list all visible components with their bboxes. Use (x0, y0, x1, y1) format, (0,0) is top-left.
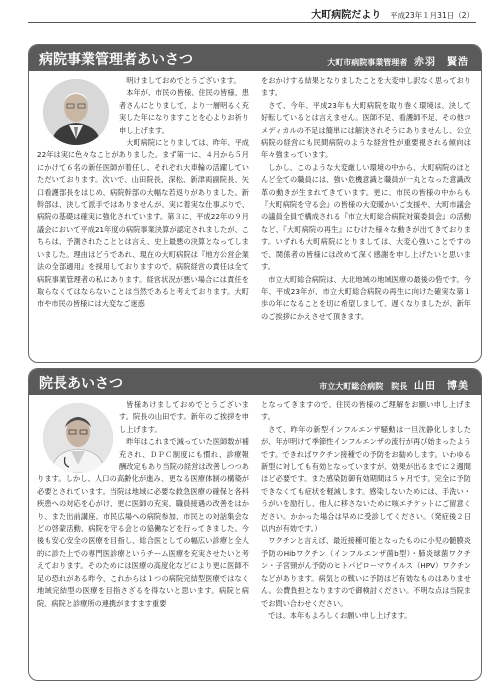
paragraph: 昨年はこれまで減っていた医師数が補充され、ＤＰＣ制度にも慣れ、診療報酬改定もあり当院の経営は改善しつつあります。しかし、人口の高齢化が進み、更なる医療体制の構築が必要とされています。当院は地域に必要な救急医療の確保と各科疾患への対応を心がけ、更に医師の充実、職員接遇の改善をはかり、また出前講座、市民広場への病院参加、市民との対話集会などの啓蒙活動、病院を守る会との協働などを行ってきました。今後も安心安全の医療を目指し、総合医としての幅広い診療と全人的に診た上での専門医診療というチーム医療を充実させたいと考えております。そのためには医療の高度化などにより更に医師不足の恐れがある昨今、これからは１つの病院完結型医療ではなく地域完結型の医療を目指さざるを得ないと思います。病院と病院、病院と診療所の連携がますます重要 (37, 437, 249, 608)
page-header (311, 6, 474, 21)
section-banner (29, 369, 481, 395)
paragraph: 皆様あけましておめでとうございます。院長の山田です。新年のご挨拶を申し上げます。 (119, 400, 249, 434)
author-line (319, 377, 469, 392)
paragraph: ワクチンと言えば、最近接種可能となったものに小児の髄膜炎予防のHibワクチン（インフルエンザ菌b型）・肺炎球菌ワクチン・子宮頸がん予防のヒトパピローマウイルス（HPV）ワクチンなどがあります。病気との戦いに予防はど有効なものはありません。公費負担となりますので御検討ください。不明な点は当院までお問い合わせください。 (261, 536, 471, 608)
greeting-column-left (37, 399, 249, 610)
newsletter-name: 大町病院だより (311, 10, 382, 21)
greeting-column-right (261, 75, 471, 323)
section-title: 院長あいさつ (39, 376, 123, 392)
paragraph: さて、今年、平成23年も大町病院を取り巻く環境は、決して好転しているとは言えません。医師不足、看護師不足、その他コメディカルの不足は簡単には解決されそうにありませんし、公立病院の経営にも民間病院のような経営性が重要視される傾向は年々強まっています。 (261, 100, 471, 160)
paragraph: 本年が、市民の皆様、住民の皆様、患者さんにとりまして、より一層明るく充実した年になりますことを心よりお祈り申し上げます。 (119, 88, 249, 135)
greeting-column-right (261, 399, 471, 622)
greeting-column-left (37, 75, 249, 311)
director-greeting-section (28, 44, 482, 363)
author-name: 赤羽 賢浩 (414, 57, 469, 68)
author-name: 山田 博美 (414, 381, 469, 392)
header-divider (28, 22, 476, 23)
author-role: 市立大町総合病院 院長 (319, 382, 408, 391)
paragraph: 明けましておめでとうございます。 (126, 76, 241, 85)
section-banner (29, 45, 481, 71)
section-title: 病院事業管理者あいさつ (39, 52, 193, 68)
paragraph: となってきますので、住民の皆様のご理解をお願い申し上げます。 (261, 400, 471, 422)
author-line (327, 53, 469, 68)
paragraph: 市立大町総合病院は、大北地域の地域医療の最後の砦です。今年、平成23年が、市立大町総合病院の再生に向けた確実な第１歩の年になることを切に希望しまして、遅くなりましたが、新年のご挨拶にかえさせて頂きます。 (261, 274, 471, 321)
issue-date: 平成23年１月31日（2） (390, 11, 474, 20)
author-role: 大町市病院事業管理者 (327, 58, 408, 67)
paragraph: しかし、このような大変厳しい環境の中から、大町病院のほとんど全ての職員には、強い危機意識と職員が一丸となった意識改革の動きが生まれてきています。更に、市民の皆様の中からも『大町病院を守る会』の皆様の大変暖かいご支援や、大町市議会の議員全員で構成される『市立大町総合病院対策委員会』の活動など、『大町病院の再生』にむけた様々な動きが出てきております。いずれも大町病院にとりましては、大変心強いことですので、関係者の皆様には改めて深く感謝を申し上げたいと思います。 (261, 162, 471, 272)
director-greeting-section-2 (28, 368, 482, 681)
paragraph: さて、昨年の新型インフルエンザ騒動は一旦沈静化しましたが、年が明けて季節性インフルエンザの流行が再び始まったようです。できればワクチン接種での予防をお勧めします。いわゆる新型に対しても有効となっていますが、効果が出るまでに２週間ほど必要です。また感染防御有効期間は５ヶ月です。完全に予防できなくても症状を軽減します。感染しないためには、手洗い・うがいを励行し、他人に移さないために咳エチケットにご留意ください。かかった場合は早めに受診してください。（発症後２日以内が有効です。） (261, 424, 471, 534)
paragraph: をおかけする結果となりましたことを大変申し訳なく思っております。 (261, 76, 471, 98)
paragraph: では、本年もよろしくお願い申し上げます。 (268, 610, 412, 620)
paragraph: 大町病院にとりましては、昨年、平成22年は実に色々なことがありました。まず第一に、４月から５月にかけて６名の新任医師が着任し、それぞれ大車輪の活躍していただいております。次いで、山田院長、深松、新津両副院長、矢口看護部長をはじめ、病院幹部の大幅な若返りがありました。新幹部は、決して派手ではありませんが、実に着実な仕事ぶりで、病院の基礎は確実に強化されています。第３に、平成22年の９月議会において平成21年度の病院事業決算が認定されましたが、こちらは、予測されたこととは言え、史上最悪の決算となってしまいました。理由はどうであれ、現在の大町病院は『地方公営企業法の全部適用』を採用しておりますので、病院経営の責任は全て病院事業管理者の私にあります。経営状況が悪い場合には責任を取らなくてはならないことは当然であると考えております。大町市や市民の皆様には大変なご迷惑 (37, 138, 249, 309)
